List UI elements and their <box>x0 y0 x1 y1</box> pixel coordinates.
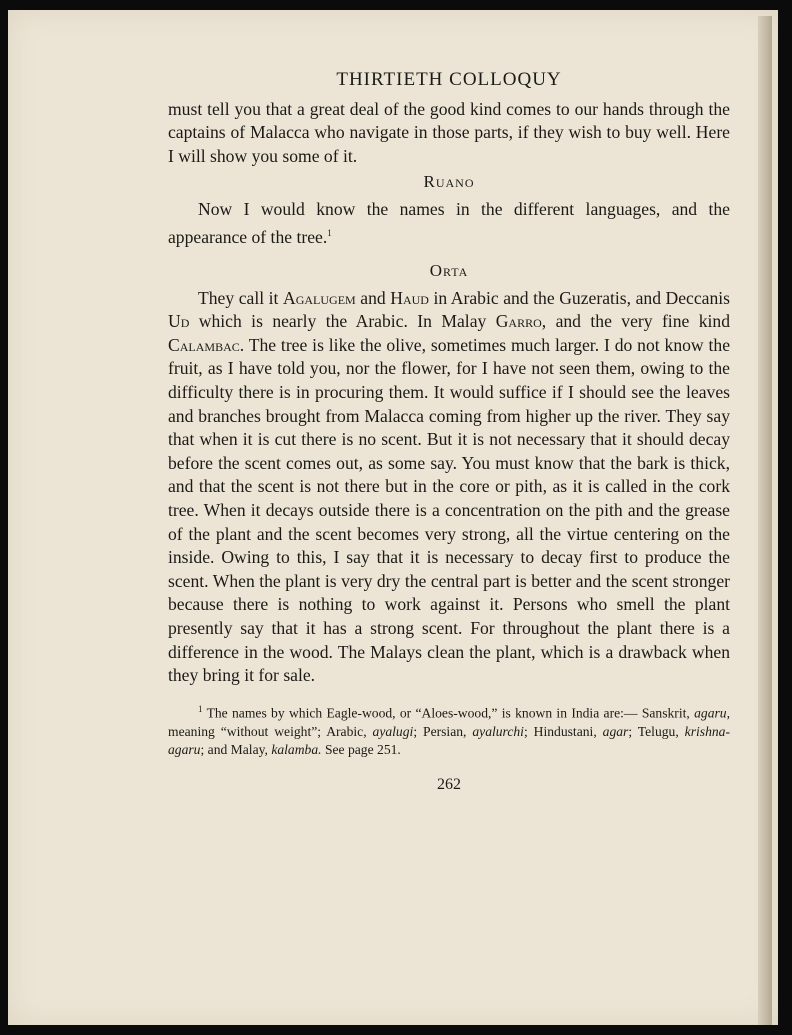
footnote-term: krishna-agaru <box>168 723 730 758</box>
running-header: THIRTIETH COLLOQUY <box>336 69 562 90</box>
footnote-term: kalamba. <box>271 742 322 758</box>
footnote-number: 1 <box>198 703 203 714</box>
footnote-text: ; and Malay, <box>200 742 272 758</box>
term-haud: Haud <box>390 287 429 308</box>
text-run: and <box>355 287 391 308</box>
paragraph-ruano-text: Now I would know the names in the different languages, and the appearance of the tree. <box>168 198 730 247</box>
speaker-ruano: Ruano <box>423 172 475 192</box>
footnote-term: ayalugi <box>372 723 414 739</box>
footnote-term: agaru, <box>694 705 730 721</box>
footnote-text: ; Hindustani, <box>523 723 603 739</box>
term-calambac: Calambac <box>168 334 240 355</box>
text-run: . The tree is like the olive, sometimes much larger. I do not know the fruit, as I have told you, nor the flower, for I have not seen them, owing to the difficulty there is in procuring them. It would suffice if I should see the leaves and branches brought from Malacca coming from higher up the river. They say that when it is cut there is no scent. But it is not necessary that it should decay before the scent comes out, as some say. You must know that the bark is thick, and that the scent is not there but in the core or pith, as it is called in the cork tree. When it decays outside there is a concentration on the pith and the grease of the plant and the scent becomes very strong, all the virtue centering on the inside. Owing to this, I say that it is necessary to decay first to produce the scent. When the plant is very dry the central part is better and the scent stronger because there is nothing to work against it. Persons who smell the plant presently say that it has a strong scent. For throughout the plant there is a difference in the wood. The Malays clean the plant, which is a drawback when they bring it for sale. <box>168 334 730 686</box>
text-run: They call it <box>198 287 283 308</box>
term-ud: Ud <box>168 311 190 332</box>
page-edge <box>758 16 772 1025</box>
paragraph-orta <box>168 287 730 688</box>
footnote-text: ; Persian, <box>413 723 473 739</box>
footnote-text: meaning “without weight”; Arabic, <box>168 723 373 739</box>
text-run: , and the very fine kind <box>541 311 730 332</box>
term-agalugem: Agalugem <box>283 287 356 308</box>
footnote-text: See page 251. <box>321 742 401 758</box>
footnote-reference[interactable]: 1 <box>327 227 332 238</box>
term-garro: Garro <box>495 311 542 332</box>
footnote-term: ayalurchi <box>472 723 524 739</box>
page-number: 262 <box>437 776 461 794</box>
speaker-orta: Orta <box>429 261 469 281</box>
text-block <box>168 68 730 797</box>
footnote-text: The names by which Eagle-wood, or “Aloes-wood,” is known in India are:— Sanskrit, <box>202 705 695 721</box>
text-run: in Arabic and the Guzeratis, and Deccanis <box>428 287 731 308</box>
paragraph-continued: must tell you that a great deal of the good kind comes to our hands through the captains of Malacca who navigate in those parts, if they wish to buy well. Here I will show you some of it. <box>168 98 730 166</box>
footnote-text: ; Telugu, <box>628 723 685 739</box>
paragraph-ruano <box>168 198 730 249</box>
footnote-term: agar <box>602 723 629 739</box>
text-run: which is nearly the Arabic. In Malay <box>189 311 496 332</box>
footnote <box>168 700 730 760</box>
